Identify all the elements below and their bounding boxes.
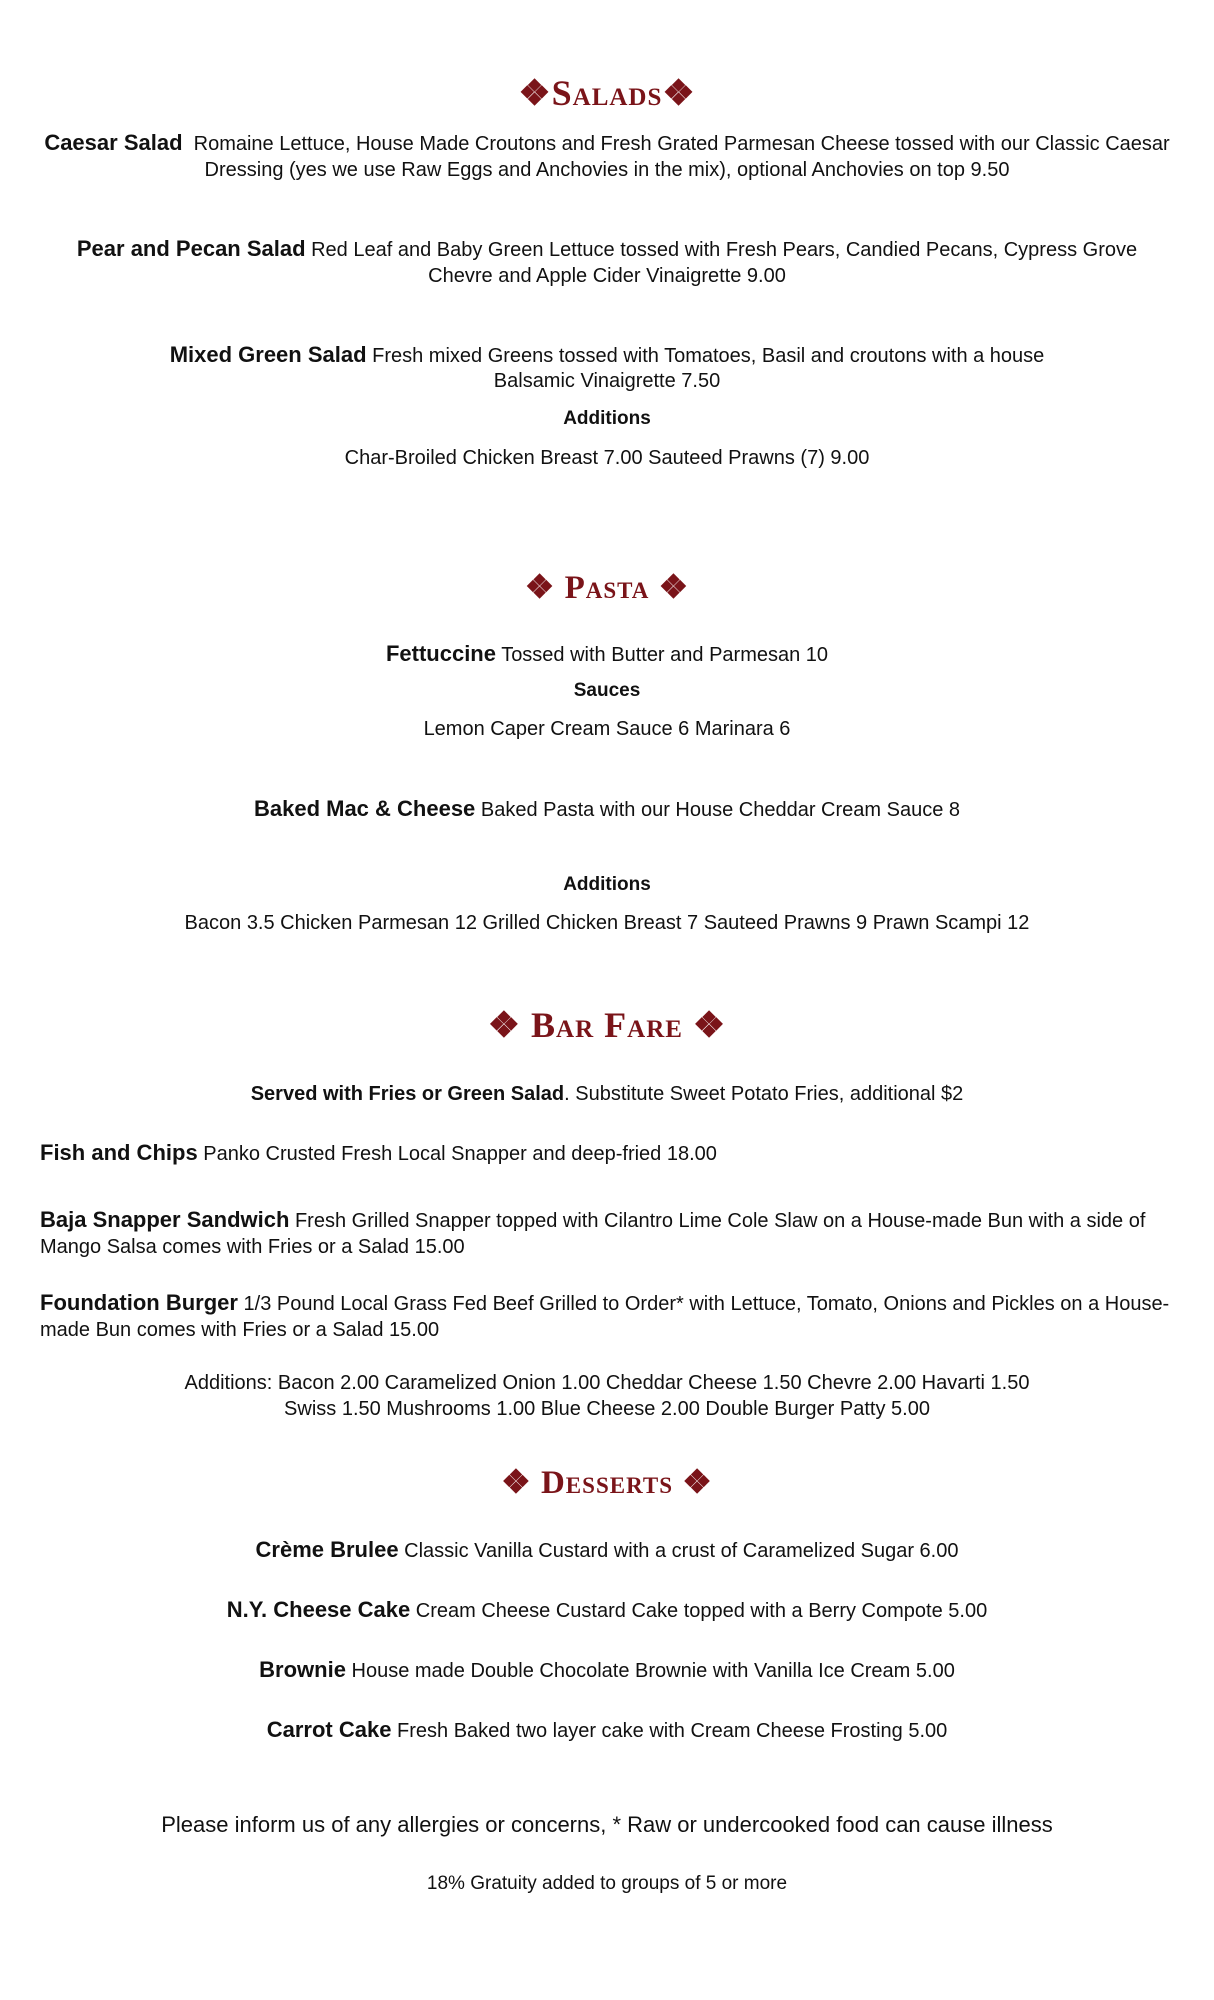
fettuccine-item bbox=[0, 640, 1214, 669]
pear-pecan-salad-desc-line1: Red Leaf and Baby Green Lettuce tossed with Fresh Pears, Candied Pecans, Cypress Grove bbox=[311, 239, 1138, 261]
desserts-heading: ❖ Desserts ❖ bbox=[501, 1465, 713, 1501]
baja-snapper-sandwich-desc-line1: Fresh Grilled Snapper topped with Cilantro Lime Cole Slaw on a House-made Bun with a side of bbox=[294, 1210, 1146, 1232]
baked-mac-cheese-desc: Baked Pasta with our House Cheddar Cream Sauce 8 bbox=[480, 799, 961, 821]
ny-cheese-cake-desc: Cream Cheese Custard Cake topped with a Berry Compote 5.00 bbox=[415, 1600, 988, 1622]
pasta-additions-list: Bacon 3.5 Chicken Parmesan 12 Grilled Chicken Breast 7 Sauteed Prawns 9 Prawn Scampi 12 bbox=[184, 912, 1030, 934]
pear-pecan-salad-name: Pear and Pecan Salad bbox=[76, 236, 306, 261]
pasta-heading: ❖ Pasta ❖ bbox=[524, 570, 690, 606]
brownie-desc: House made Double Chocolate Brownie with Vanilla Ice Cream 5.00 bbox=[351, 1660, 955, 1682]
fish-and-chips-name: Fish and Chips bbox=[40, 1140, 198, 1165]
baked-mac-cheese-item bbox=[0, 795, 1214, 824]
pasta-sauces-list: Lemon Caper Cream Sauce 6 Marinara 6 bbox=[423, 718, 791, 740]
fish-and-chips-desc: Panko Crusted Fresh Local Snapper and deep-fried 18.00 bbox=[203, 1143, 717, 1165]
mixed-green-salad-item bbox=[0, 341, 1214, 370]
salad-additions-list: Char-Broiled Chicken Breast 7.00 Sauteed Prawns (7) 9.00 bbox=[344, 447, 870, 469]
mixed-green-salad-desc-line1: Fresh mixed Greens tossed with Tomatoes, Basil and croutons with a house bbox=[372, 345, 1045, 367]
carrot-cake-name: Carrot Cake bbox=[266, 1717, 392, 1742]
baja-snapper-sandwich-name: Baja Snapper Sandwich bbox=[40, 1207, 290, 1232]
fettuccine-desc: Tossed with Butter and Parmesan 10 bbox=[501, 644, 829, 666]
ny-cheese-cake-item bbox=[0, 1596, 1214, 1625]
carrot-cake-item bbox=[0, 1716, 1214, 1745]
mixed-green-salad-desc-line2: Balsamic Vinaigrette 7.50 bbox=[493, 370, 721, 392]
baked-mac-cheese-name: Baked Mac & Cheese bbox=[253, 796, 476, 821]
carrot-cake-desc: Fresh Baked two layer cake with Cream Cheese Frosting 5.00 bbox=[397, 1720, 948, 1742]
bar-fare-heading: ❖ Bar Fare ❖ bbox=[487, 1005, 727, 1045]
pear-pecan-salad-item bbox=[0, 235, 1214, 264]
gratuity-notice: 18% Gratuity added to groups of 5 or more bbox=[426, 1873, 788, 1894]
salads-heading: ❖Salads❖ bbox=[518, 73, 696, 113]
foundation-burger-desc-line1: 1/3 Pound Local Grass Fed Beef Grilled to Order* with Lettuce, Tomato, Onions and Pickles on a House- bbox=[243, 1293, 1170, 1315]
creme-brulee-name: Crème Brulee bbox=[255, 1537, 399, 1562]
ny-cheese-cake-name: N.Y. Cheese Cake bbox=[226, 1597, 411, 1622]
caesar-salad-item bbox=[0, 129, 1214, 158]
foundation-burger-desc-line2: made Bun comes with Fries or a Salad 15.00 bbox=[40, 1319, 440, 1341]
bar-fare-served-rest: . Substitute Sweet Potato Fries, additional $2 bbox=[564, 1083, 964, 1105]
baja-snapper-sandwich-desc-line2: Mango Salsa comes with Fries or a Salad 15.00 bbox=[40, 1236, 465, 1258]
salad-additions-label: Additions bbox=[563, 408, 651, 429]
foundation-burger-item bbox=[40, 1289, 1180, 1318]
burger-additions-line2: Swiss 1.50 Mushrooms 1.00 Blue Cheese 2.00 Double Burger Patty 5.00 bbox=[284, 1398, 930, 1420]
pasta-sauces-label: Sauces bbox=[573, 680, 641, 701]
brownie-item bbox=[0, 1656, 1214, 1685]
allergy-notice: Please inform us of any allergies or concerns, * Raw or undercooked food can cause illness bbox=[161, 1812, 1053, 1837]
caesar-salad-name: Caesar Salad bbox=[44, 130, 183, 155]
pasta-additions-label: Additions bbox=[563, 874, 651, 895]
bar-fare-served-bold: Served with Fries or Green Salad bbox=[250, 1083, 565, 1105]
caesar-salad-desc-line2: Dressing (yes we use Raw Eggs and Anchovies in the mix), optional Anchovies on top 9.50 bbox=[204, 159, 1010, 181]
fish-and-chips-item bbox=[40, 1139, 1180, 1168]
brownie-name: Brownie bbox=[259, 1657, 346, 1682]
mixed-green-salad-name: Mixed Green Salad bbox=[169, 342, 367, 367]
fettuccine-name: Fettuccine bbox=[385, 641, 496, 666]
foundation-burger-name: Foundation Burger bbox=[40, 1290, 238, 1315]
caesar-salad-desc-line1: Romaine Lettuce, House Made Croutons and Fresh Grated Parmesan Cheese tossed with our Classic Caesar bbox=[193, 133, 1170, 155]
bar-fare-served-with bbox=[0, 1081, 1214, 1108]
pear-pecan-salad-desc-line2: Chevre and Apple Cider Vinaigrette 9.00 bbox=[428, 265, 786, 287]
baja-snapper-sandwich-item bbox=[40, 1206, 1180, 1235]
creme-brulee-desc: Classic Vanilla Custard with a crust of Caramelized Sugar 6.00 bbox=[404, 1540, 959, 1562]
burger-additions-line1: Additions: Bacon 2.00 Caramelized Onion 1.00 Cheddar Cheese 1.50 Chevre 2.00 Havarti 1.50 bbox=[184, 1372, 1030, 1394]
creme-brulee-item bbox=[0, 1536, 1214, 1565]
